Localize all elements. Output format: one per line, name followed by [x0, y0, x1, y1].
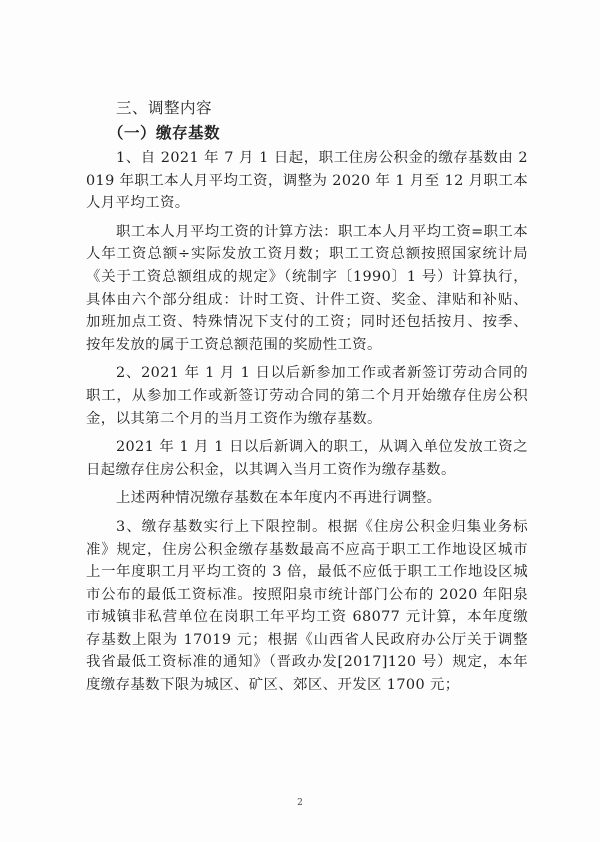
section-subheading: （一）缴存基数: [108, 124, 221, 142]
paragraph-transferred-employees: 2021 年 1 月 1 日以后新调入的职工，从调入单位发放工资之日起缴存住房公积金，以其调入当月工资作为缴存基数。: [86, 439, 528, 478]
page-number: 2: [297, 798, 303, 808]
paragraph-wage-calculation: 职工本人月平均工资的计算方法：职工本人月平均工资=职工本人年工资总额÷实际发放工资月数；职工工资总额按照国家统计局《关于工资总额组成的规定》（统制字〔1990〕1 号）计算执行，具体由六个部分组成：计时工资、计件工资、奖金、津贴和补贴、加班加点工资、特殊情况下支付的工资；同时还包括按月、按季、按年发放的属于工资总额范围的奖励性工资。: [86, 223, 528, 353]
section-heading: 三、调整内容: [116, 99, 213, 117]
paragraph-limits: 3、缴存基数实行上下限控制。根据《住房公积金归集业务标准》规定，住房公积金缴存基数最高不应高于职工工作地设区城市上一年度职工月平均工资的 3 倍，最低不应低于职工工作地设区城市公布的最低工资标准。按照阳泉市统计部门公布的 2020 年阳泉市城镇非私营单位在岗职工年平均工资 68077 元计算，本年度缴存基数上限为 17019 元；根据《山西省人民政府办公厅关于调整我省最低工资标准的通知》（晋政办发[2017]120 号）规定，本年度缴存基数下限为城区、矿区、郊区、开发区 1700 元；: [86, 518, 528, 694]
page-content: [86, 96, 528, 703]
paragraph-base-adjustment: 1、自 2021 年 7 月 1 日起，职工住房公积金的缴存基数由 2019 年职工本人月平均工资，调整为 2020 年 1 月至 12 月职工本人月平均工资。: [86, 150, 528, 212]
paragraph-no-adjustment: 上述两种情况缴存基数在本年度内不再进行调整。: [116, 490, 442, 507]
paragraph-new-employees: 2、2021 年 1 月 1 日以后新参加工作或者新签订劳动合同的职工，从参加工作或新签订劳动合同的第二个月开始缴存住房公积金，以其第二个月的当月工资作为缴存基数。: [86, 365, 528, 427]
